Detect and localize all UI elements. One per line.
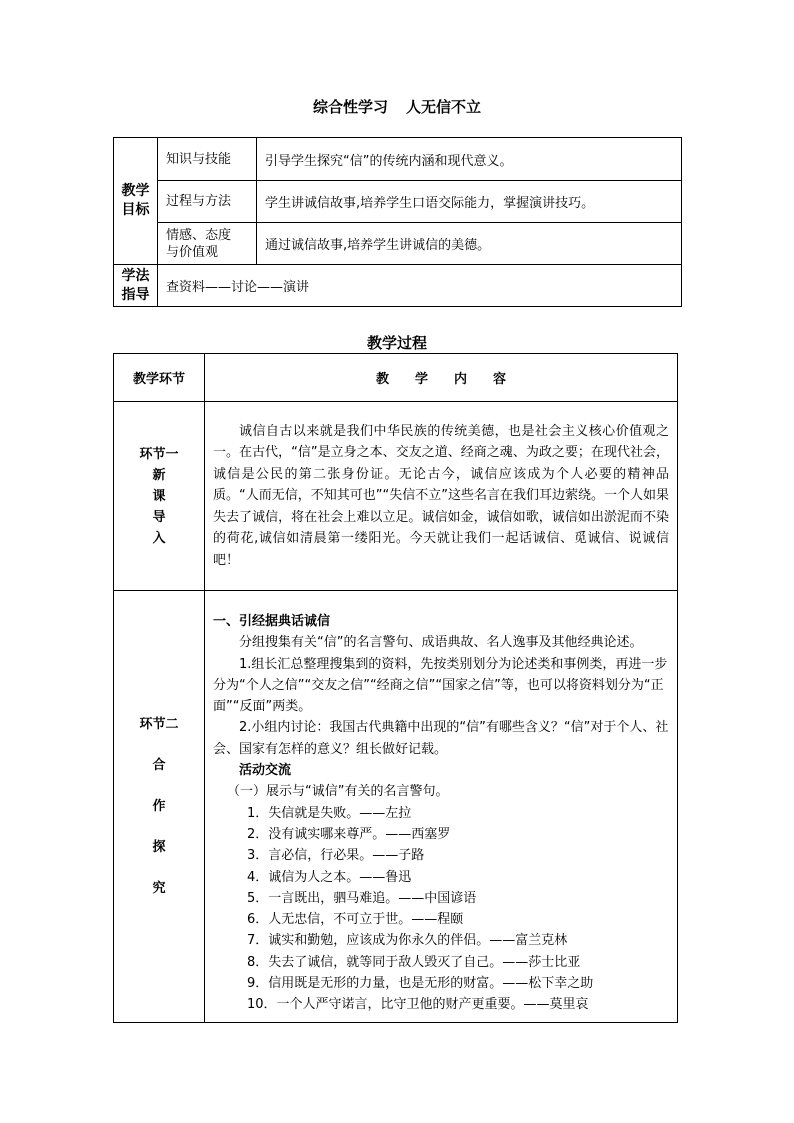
stage-label-line: 环节二	[139, 717, 179, 732]
header-char: 内	[454, 372, 468, 387]
stage1-content	[205, 402, 678, 591]
section-heading: 一、引经据典话诚信	[213, 614, 331, 629]
stage-label-line: 究	[152, 881, 166, 896]
stage-label-line: 合	[152, 758, 166, 773]
objective-label	[158, 138, 257, 181]
header-char: 教	[375, 372, 389, 387]
objective-row	[114, 181, 682, 223]
intro-paragraph: 分组搜集有关“信”的名言警句、成语典故、名人逸事及其他经典论述。	[239, 635, 643, 651]
method-row	[114, 265, 682, 307]
list-item: 4．诚信为人之本。——鲁迅	[247, 869, 412, 885]
stage-label-line: 导	[152, 509, 166, 525]
stage1-paragraph: 诚信自古以来就是我们中华民族的传统美德，也是社会主义核心价值观之一。在古代，“信”是立身之本、交友之道、经商之魂、为政之要；在现代社会，诚信是公民的第二张身份证。无论古今，诚信应该成为个人必要的精神品质。“人而无信，不知其可也”“失信不立”这些名言在我们耳边萦绕。一个人如果失去了诚信，将在社会上难以立足。诚信如金，诚信如歌，诚信如出淤泥而不染的荷花,诚信如清晨第一缕阳光。今天就让我们一起话诚信、觅诚信、说诚信吧！	[213, 423, 669, 568]
list-item: 1．失信就是失败。——左拉	[247, 805, 412, 821]
list-item: 9．信用既是无形的力量，也是无形的财富。——松下幸之助	[247, 976, 594, 992]
process-title: 教学过程	[366, 334, 427, 352]
list-item: 8．失去了诚信，就等同于敌人毁灭了自己。——莎士比亚	[247, 954, 581, 970]
list-item: 7．诚实和勤勉，应该成为你永久的伴侣。——富兰克林	[247, 933, 568, 949]
header-char: 学	[414, 372, 428, 387]
objectives-label-line: 目标	[121, 202, 150, 218]
objectives-group-label	[114, 138, 158, 265]
method-text: 查资料——讨论——演讲	[158, 265, 682, 307]
list-item: 2．没有诚实哪来尊严。——西塞罗	[247, 826, 451, 842]
objective-label-line: 知识与技能	[166, 151, 232, 167]
list-item: 5．一言既出，驷马难追。——中国谚语	[247, 890, 477, 906]
stage-label-line: 课	[152, 488, 166, 504]
objective-row	[114, 223, 682, 265]
objective-text: 通过诚信故事,培养学生讲诚信的美德。	[257, 223, 682, 265]
method-label	[114, 265, 158, 307]
stage-row	[114, 402, 678, 591]
list-item: 6．人无忠信，不可立于世。——程颐	[247, 912, 464, 928]
quote-list	[213, 803, 669, 1016]
objective-text: 引导学生探究“信”的传统内涵和现代意义。	[257, 138, 682, 181]
stage-row	[114, 591, 678, 1023]
list-item: 10．一个人严守诺言，比守卫他的财产更重要。——莫里哀	[247, 997, 589, 1013]
process-table	[113, 353, 678, 1023]
objective-row	[114, 138, 682, 181]
list-item: 3．言必信，行必果。——子路	[247, 848, 425, 864]
stage2-label	[114, 591, 205, 1023]
objective-label-line: 与价值观	[166, 244, 219, 260]
stage2-content	[205, 591, 678, 1023]
page-title-part1: 综合性学习	[312, 98, 388, 116]
sub-heading: （一）展示与“诚信”有关的名言警句。	[227, 784, 449, 800]
stage-label-line: 新	[152, 467, 166, 483]
header-stage: 教学环节	[114, 354, 205, 402]
page-title-part2: 人无信不立	[406, 98, 482, 116]
objectives-label-line: 教学	[121, 183, 150, 199]
objective-label	[158, 181, 257, 223]
page-title	[0, 97, 794, 117]
stage-label-line: 探	[152, 840, 166, 855]
item-paragraph: 1.组长汇总整理搜集到的资料，先按类别划分为论述类和事例类，再进一步分为“个人之信”“交友之信”“经商之信”“国家之信”等，也可以将资料划分为“正面”“反面”两类。	[213, 656, 668, 715]
activity-heading: 活动交流	[239, 763, 292, 779]
objectives-table	[113, 137, 682, 307]
objective-label-line: 过程与方法	[166, 194, 232, 209]
stage1-label	[114, 402, 205, 591]
objective-label-line: 情感、态度	[166, 227, 232, 243]
header-content	[205, 354, 678, 402]
stage-label-line: 作	[152, 799, 166, 814]
process-header-row	[114, 354, 678, 402]
method-label-line: 指导	[121, 286, 150, 303]
stage-label-line: 入	[152, 530, 166, 546]
item-paragraph: 2.小组内讨论：我国古代典籍中出现的“信”有哪些含义？“信”对于个人、社会、国家有怎样的意义？组长做好记载。	[213, 720, 669, 757]
objective-text: 学生讲诚信故事,培养学生口语交际能力，掌握演讲技巧。	[257, 181, 682, 223]
method-label-line: 学法	[121, 267, 150, 284]
header-char: 容	[493, 372, 507, 387]
objective-label	[158, 223, 257, 265]
stage-label-line: 环节一	[139, 446, 179, 462]
